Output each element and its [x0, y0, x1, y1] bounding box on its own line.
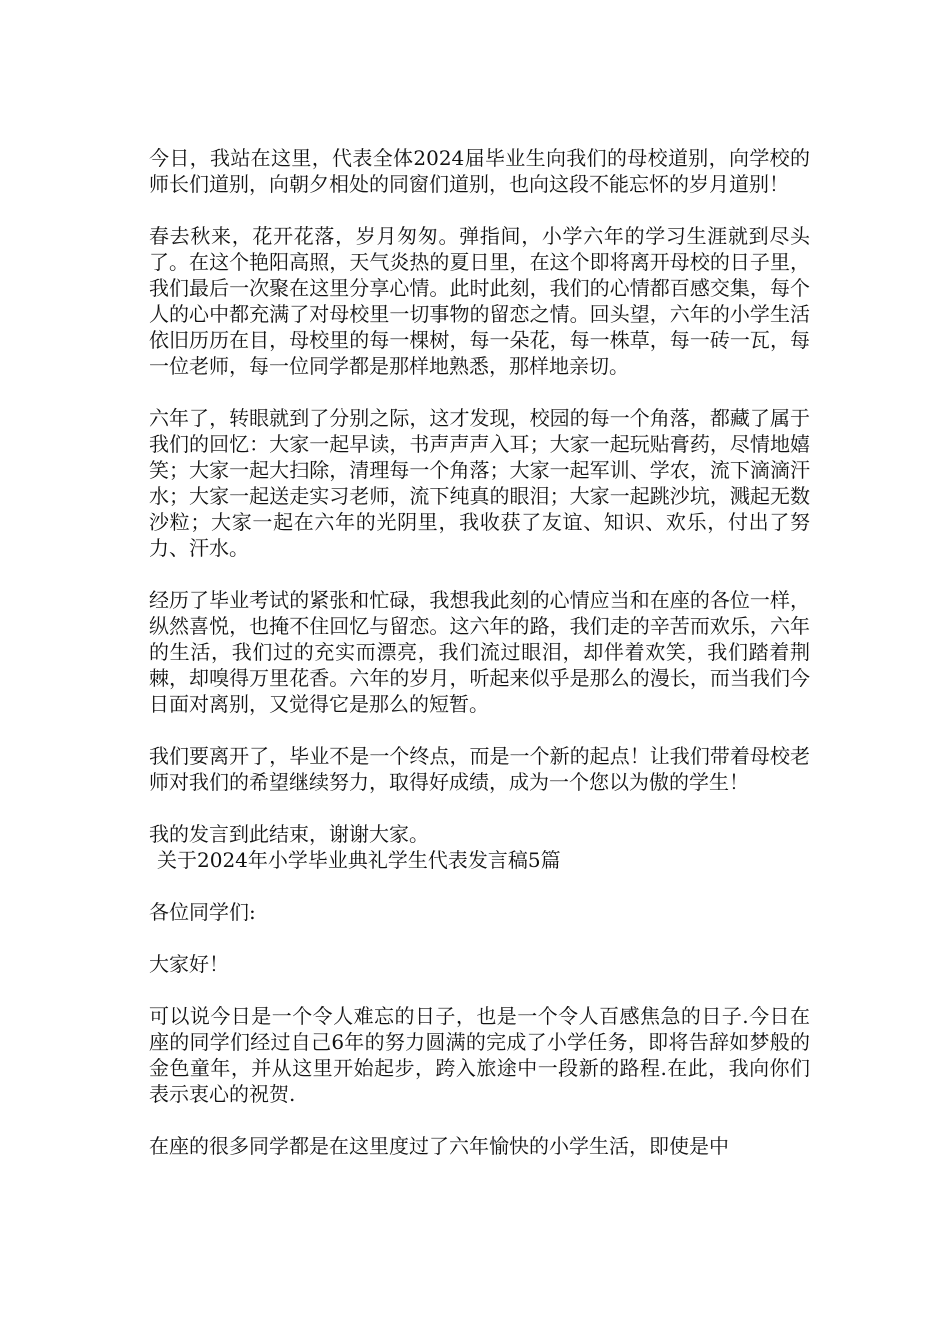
paragraph-greeting: 大家好！: [149, 952, 229, 976]
paragraph-six-years: 在座的很多同学都是在这里度过了六年愉快的小学生活，即使是中: [149, 1134, 729, 1158]
paragraph-memorable-day: 可以说今日是一个令人难忘的日子，也是一个令人百感焦急的日子.今日在座的同学们经过自己6年的努力圆满的完成了小学任务，即将告辞如梦般的金色童年，并从这里开始起步，跨入旅途中一段新的路程.在此，我向你们表示衷心的祝贺.: [149, 1004, 810, 1106]
paragraph-memories: 六年了，转眼就到了分别之际，这才发现，校园的每一个角落，都藏了属于我们的回忆：大家一起早读，书声声声入耳；大家一起玩贴膏药，尽情地嬉笑；大家一起大扫除，清理每一个角落；大家一起军训、学农，流下滴滴汗水；大家一起送走实习老师，流下纯真的眼泪；大家一起跳沙坑，溅起无数沙粒；大家一起在六年的光阴里，我收获了友谊、知识、欢乐，付出了努力、汗水。: [149, 406, 810, 560]
paragraph-seasons: 春去秋来，花开花落，岁月匆匆。弹指间，小学六年的学习生涯就到尽头了。在这个艳阳高照，天气炎热的夏日里，在这个即将离开母校的日子里，我们最后一次聚在这里分享心情。此时此刻，我们的心情都百感交集，每个人的心中都充满了对母校里一切事物的留恋之情。回头望，六年的小学生活依旧历历在目，母校里的每一棵树，每一朵花，每一株草，每一砖一瓦，每一位老师，每一位同学都是那样地熟悉，那样地亲切。: [149, 224, 810, 378]
section-title: 关于2024年小学毕业典礼学生代表发言稿5篇: [157, 848, 561, 872]
paragraph-new-start: 我们要离开了，毕业不是一个终点，而是一个新的起点！让我们带着母校老师对我们的希望继续努力，取得好成绩，成为一个您以为傲的学生！: [149, 744, 810, 794]
paragraph-closing: 我的发言到此结束，谢谢大家。: [149, 822, 429, 846]
paragraph-exam: 经历了毕业考试的紧张和忙碌，我想我此刻的心情应当和在座的各位一样，纵然喜悦，也掩不住回忆与留恋。这六年的路，我们走的辛苦而欢乐，六年的生活，我们过的充实而漂亮，我们流过眼泪，却伴着欢笑，我们踏着荆棘，却嗅得万里花香。六年的岁月，听起来似乎是那么的漫长，而当我们今日面对离别，又觉得它是那么的短暂。: [149, 588, 810, 716]
paragraph-farewell: 今日，我站在这里，代表全体2024届毕业生向我们的母校道别，向学校的师长们道别，向朝夕相处的同窗们道别，也向这段不能忘怀的岁月道别！: [149, 146, 810, 196]
document-body: [145, 145, 810, 1159]
paragraph-salutation: 各位同学们:: [149, 900, 256, 924]
